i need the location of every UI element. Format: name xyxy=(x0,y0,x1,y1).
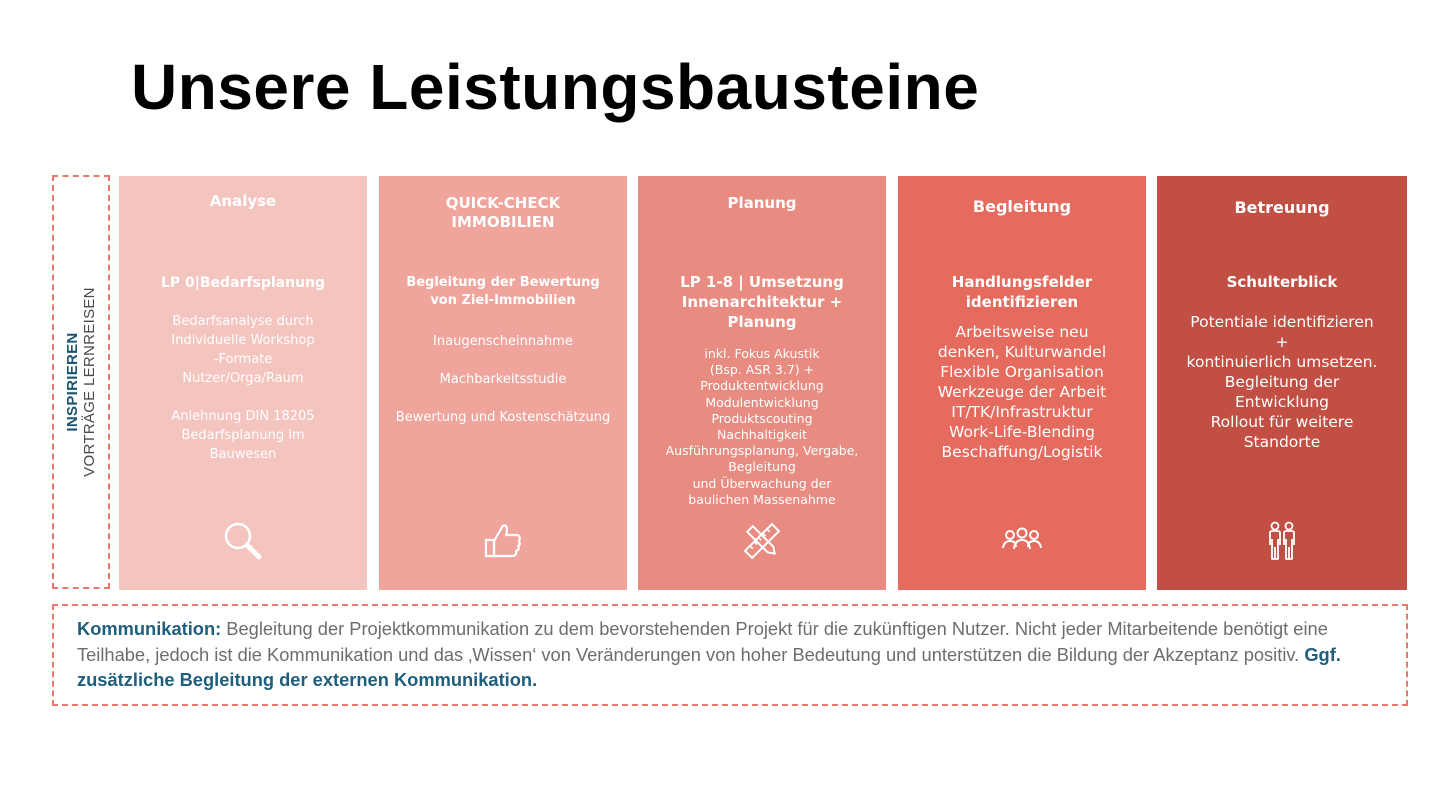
text-line: Werkzeuge der Arbeit xyxy=(937,383,1107,401)
column-content xyxy=(1165,272,1399,452)
text-line: Beschaffung/Logistik xyxy=(941,443,1103,461)
communication-label: Kommunikation: xyxy=(77,618,222,639)
text-line: Nachhaltigkeit xyxy=(716,427,808,443)
column-title xyxy=(379,194,627,232)
column-planung xyxy=(638,176,886,590)
column-text-block xyxy=(1165,312,1399,452)
title-line: IMMOBILIEN xyxy=(451,213,555,231)
text-line: Rollout für weitere xyxy=(1210,413,1354,431)
text-line: kontinuierlich umsetzen. xyxy=(1186,353,1378,371)
column-text-block xyxy=(127,312,359,388)
text-line: Produktscouting xyxy=(711,410,813,426)
group-icon xyxy=(1000,519,1044,563)
magnifier-icon xyxy=(221,519,265,563)
column-subtitle xyxy=(906,272,1138,312)
text-line: -Formate xyxy=(213,352,273,367)
text-line: und Überwachung der xyxy=(692,475,832,491)
text-line: Bedarfsplanung im xyxy=(181,428,305,443)
side-label-vortraege: VORTRÄGE LERNREISEN xyxy=(81,287,98,477)
side-label xyxy=(64,287,98,477)
list-item: Machbarkeitsstudie xyxy=(439,372,567,387)
column-content xyxy=(387,274,619,446)
title-line: QUICK-CHECK xyxy=(445,194,561,212)
column-content xyxy=(646,272,878,508)
communication-highlight: Ggf. zusätzliche Begleitung der externen Kommunikation. xyxy=(77,643,1341,690)
text-line: baulichen Massenahme xyxy=(688,491,836,507)
column-text-block xyxy=(646,346,878,508)
thumbs-up-icon xyxy=(481,519,525,563)
text-line: inkl. Fokus Akustik xyxy=(704,346,820,361)
text-line: Bedarfsanalyse durch xyxy=(172,314,314,329)
text-line: Potentiale identifizieren xyxy=(1190,313,1374,331)
column-title: Betreuung xyxy=(1234,198,1330,217)
column-subtitle xyxy=(387,274,619,310)
column-analyse xyxy=(119,176,367,590)
column-quick-check xyxy=(379,176,627,590)
list-item: Inaugenscheinnahme xyxy=(433,334,573,349)
text-line: Nutzer/Orga/Raum xyxy=(182,371,304,386)
text-line: IT/TK/Infrastruktur xyxy=(951,403,1093,421)
column-text-block xyxy=(127,407,359,464)
communication-box xyxy=(52,604,1408,706)
column-content xyxy=(906,272,1138,462)
two-people-icon xyxy=(1260,519,1304,563)
column-betreuung xyxy=(1157,176,1407,590)
column-title: Planung xyxy=(727,194,797,212)
column-subtitle: LP 0|Bedarfsplanung xyxy=(160,275,326,291)
text-line: (Bsp. ASR 3.7) + xyxy=(709,362,815,378)
text-line: Produktentwicklung xyxy=(700,378,824,394)
subtitle-line: Begleitung der Bewertung xyxy=(406,275,600,290)
column-text-block xyxy=(906,322,1138,462)
column-subtitle: Schulterblick xyxy=(1226,273,1338,291)
side-label-inspirieren: INSPIRIEREN xyxy=(64,332,81,432)
text-line: Flexible Organisation xyxy=(940,363,1104,381)
list-item: Bewertung und Kostenschätzung xyxy=(395,410,611,425)
column-title: Analyse xyxy=(209,192,277,210)
text-line: Work-Life-Blending xyxy=(949,423,1095,441)
text-line: Bauwesen xyxy=(209,447,277,462)
column-begleitung xyxy=(898,176,1146,590)
subtitle-line: Handlungsfelder xyxy=(951,273,1093,291)
communication-text: Begleitung der Projektkommunikation zu dem bevorstehenden Projekt für die zukünftigen Nutzer. Nicht jeder Mitarbeitende benötigt eine Teilhabe, jedoch ist die Kommunikation und das ‚Wissen‘ von Veränderungen von hoher Bedeutung und unterstützen die Bildung der Akzeptanz positiv. xyxy=(77,618,1328,665)
text-line: Individuelle Workshop xyxy=(171,333,315,348)
page-title: Unsere Leistungsbausteine xyxy=(131,51,980,123)
column-subtitle xyxy=(646,272,878,332)
text-line: + xyxy=(1275,333,1289,351)
text-line: denken, Kulturwandel xyxy=(937,343,1107,361)
text-line: Arbeitsweise neu xyxy=(955,323,1089,341)
text-line: Begleitung xyxy=(728,459,796,475)
subtitle-line: LP 1-8 | Umsetzung xyxy=(680,273,844,291)
subtitle-line: Innenarchitektur + Planung xyxy=(681,293,843,331)
text-line: Standorte xyxy=(1243,433,1321,451)
text-line: Begleitung der xyxy=(1224,373,1340,391)
text-line: Modulentwicklung xyxy=(705,394,819,410)
side-box-inspirieren xyxy=(52,175,110,589)
text-line: Entwicklung xyxy=(1235,393,1329,411)
text-line: Ausführungsplanung, Vergabe, xyxy=(665,443,859,459)
column-title: Begleitung xyxy=(972,197,1072,216)
column-content xyxy=(127,274,359,483)
subtitle-line: identifizieren xyxy=(965,293,1079,311)
text-line: Anlehnung DIN 18205 xyxy=(171,409,315,424)
subtitle-line: von Ziel-Immobilien xyxy=(430,293,576,308)
ruler-pencil-icon xyxy=(740,519,784,563)
